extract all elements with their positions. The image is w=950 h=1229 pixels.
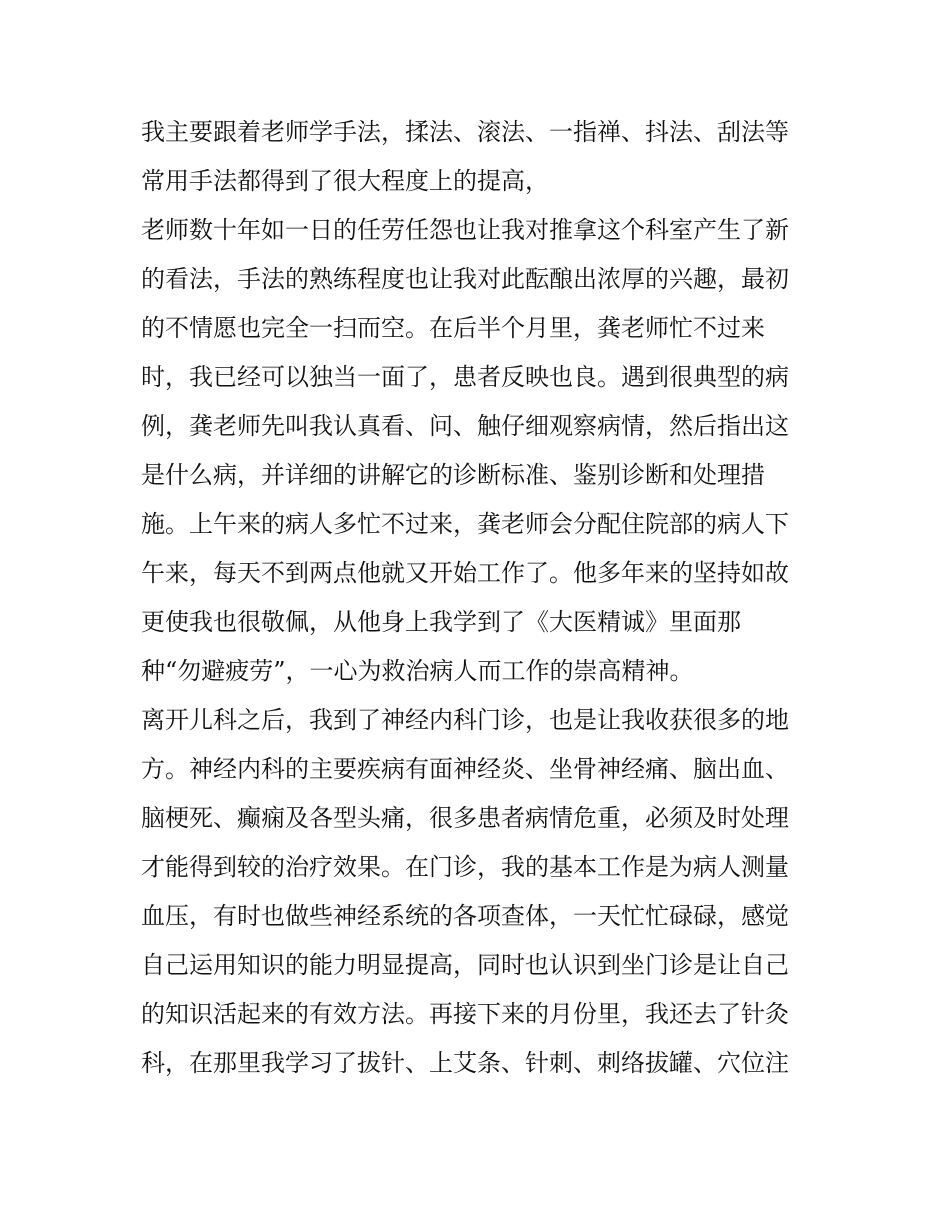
text-line-1: 我主要跟着老师学手法，揉法、滚法、一指禅、抖法、刮法等	[141, 118, 789, 146]
text-line-16: 才能得到较的治疗效果。在门诊，我的基本工作是为病人测量	[141, 853, 789, 881]
text-line-5: 的不情愿也完全一扫而空。在后半个月里，龚老师忙不过来	[141, 314, 765, 342]
text-line-10: 午来，每天不到两点他就又开始工作了。他多年来的坚持如故	[141, 559, 789, 587]
text-line-4: 的看法，手法的熟练程度也让我对此酝酿出浓厚的兴趣，最初	[141, 265, 789, 293]
text-line-2: 常用手法都得到了很大程度上的提高，	[141, 167, 549, 195]
text-line-9: 施。上午来的病人多忙不过来，龚老师会分配住院部的病人下	[141, 510, 789, 538]
text-line-19: 的知识活起来的有效方法。再接下来的月份里，我还去了针灸	[141, 1000, 789, 1028]
text-line-14: 方。神经内科的主要疾病有面神经炎、坐骨神经痛、脑出血、	[141, 755, 789, 783]
text-line-18: 自己运用知识的能力明显提高，同时也认识到坐门诊是让自己	[141, 951, 789, 979]
text-line-17: 血压，有时也做些神经系统的各项查体，一天忙忙碌碌，感觉	[141, 902, 789, 930]
body-text	[141, 108, 821, 1088]
text-line-15: 脑梗死、癫痫及各型头痛，很多患者病情危重，必须及时处理	[141, 804, 789, 832]
text-line-7: 例，龚老师先叫我认真看、问、触仔细观察病情，然后指出这	[141, 412, 789, 440]
text-line-12: 种“勿避疲劳”，一心为救治病人而工作的崇高精神。	[141, 657, 694, 685]
text-line-6: 时，我已经可以独当一面了，患者反映也良。遇到很典型的病	[141, 363, 789, 391]
text-line-13: 离开儿科之后，我到了神经内科门诊，也是让我收获很多的地	[141, 706, 789, 734]
text-line-8: 是什么病，并详细的讲解它的诊断标准、鉴别诊断和处理措	[141, 461, 765, 489]
text-line-3: 老师数十年如一日的任劳任怨也让我对推拿这个科室产生了新	[141, 216, 789, 244]
text-line-20: 科，在那里我学习了拔针、上艾条、针刺、刺络拔罐、穴位注	[141, 1049, 789, 1077]
text-line-11: 更使我也很敬佩，从他身上我学到了《大医精诚》里面那	[141, 608, 741, 636]
